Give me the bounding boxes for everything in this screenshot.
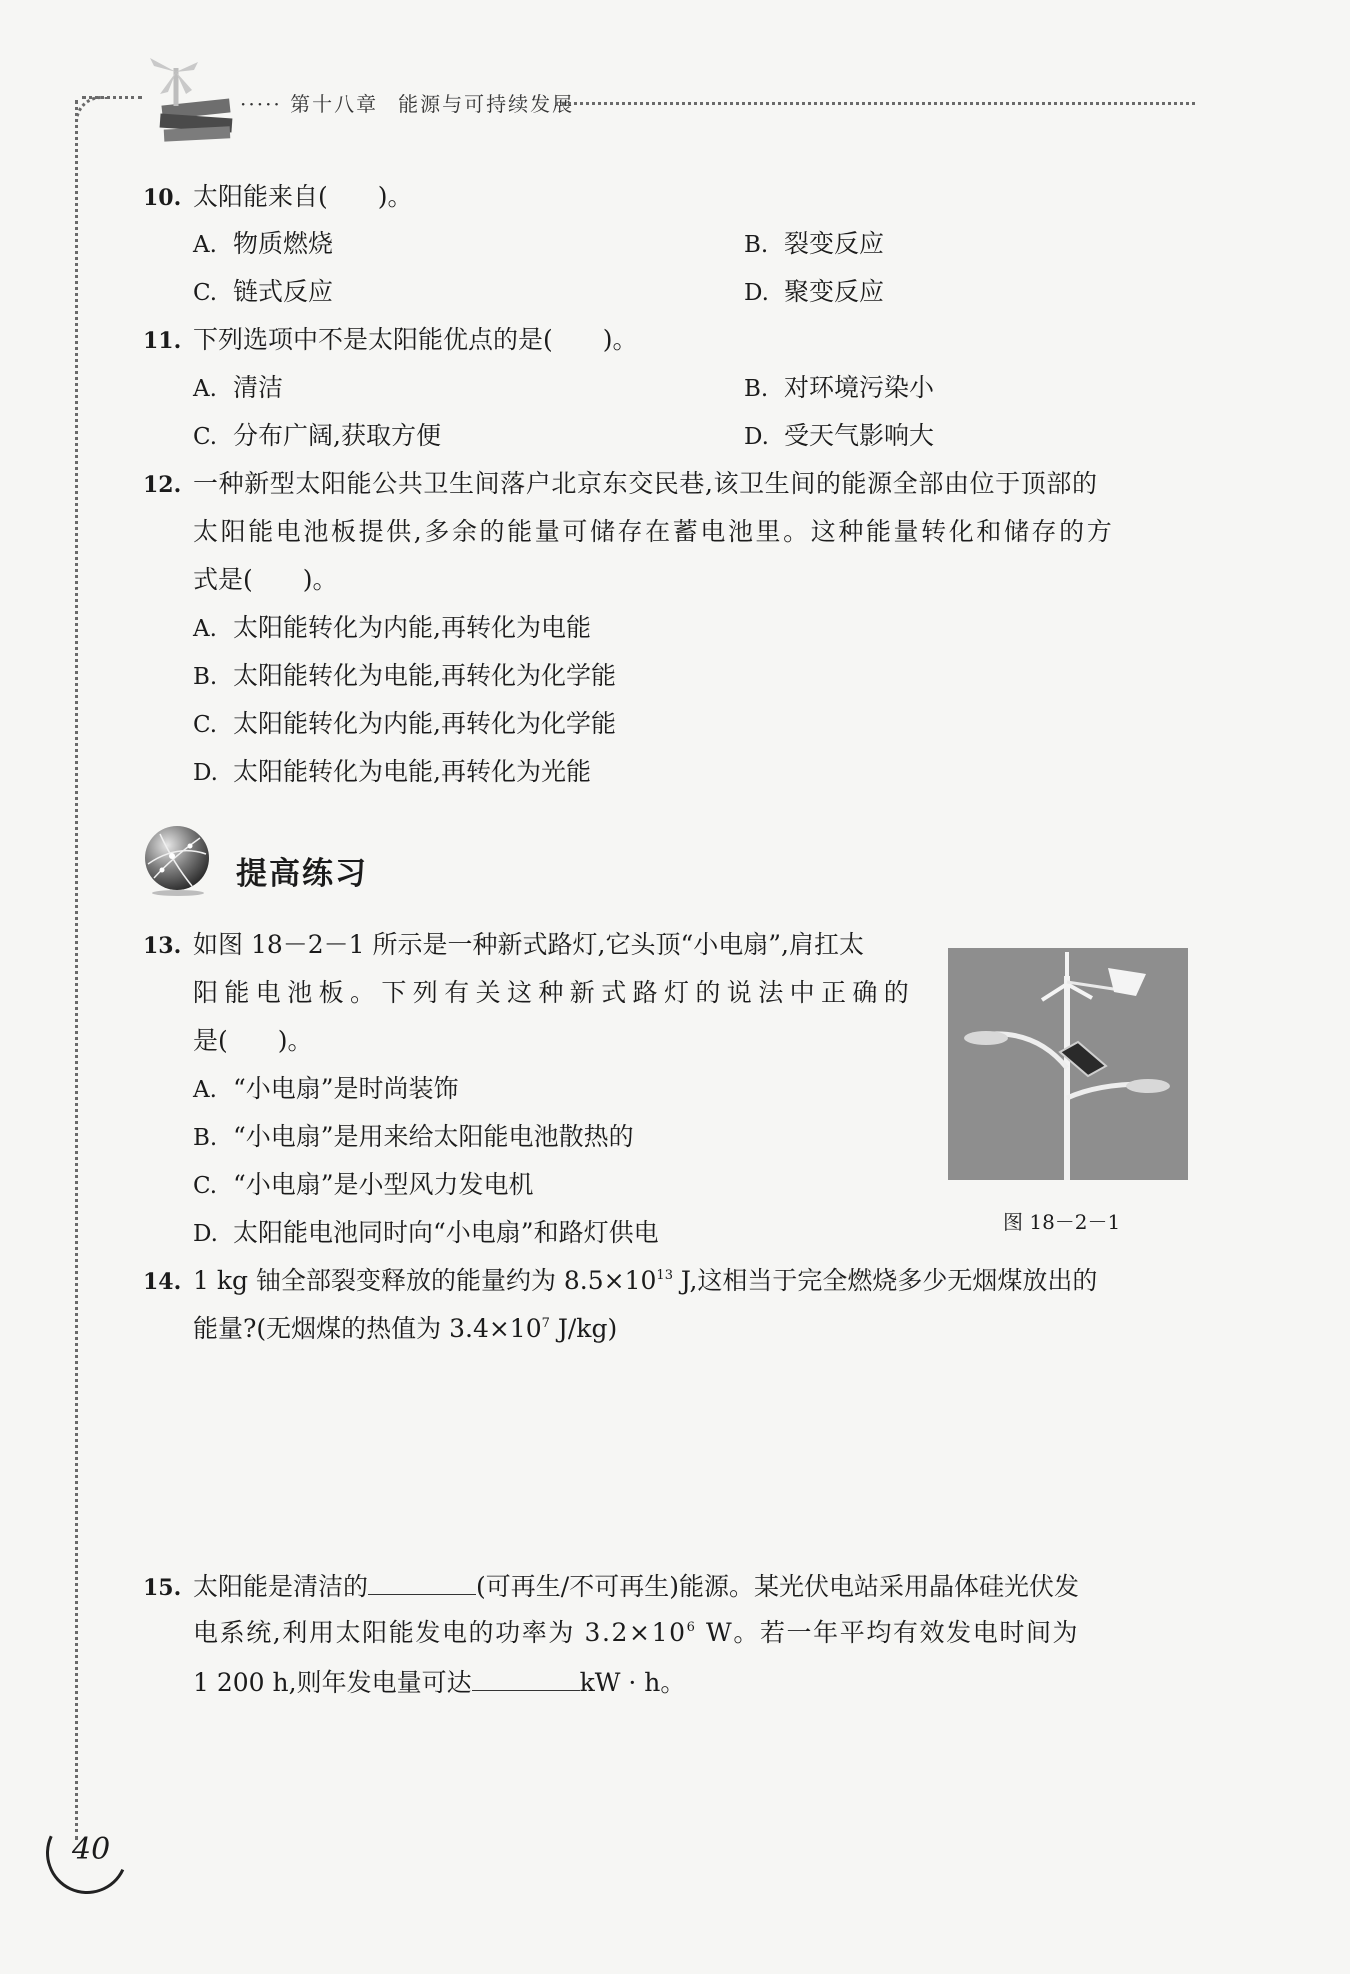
- option-text: 聚变反应: [784, 277, 885, 306]
- q14-line-2: [193, 1312, 617, 1346]
- left-dotted-border: [75, 100, 78, 1840]
- question-number: 11.: [143, 328, 182, 354]
- question-number: 14.: [143, 1269, 182, 1295]
- option-text: “小电扇”是时尚装饰: [233, 1074, 459, 1103]
- option-text: 受天气影响大: [784, 421, 935, 450]
- q10-option-d[interactable]: [744, 275, 884, 310]
- option-text: 分布广阔,获取方便: [233, 421, 441, 450]
- q15-line-3: [193, 1664, 685, 1700]
- q13-option-b[interactable]: [193, 1120, 634, 1155]
- q11-option-c[interactable]: [193, 419, 441, 454]
- q15-line2-text-b: W。若一年平均有效发电时间为: [696, 1618, 1080, 1647]
- question-number: 15.: [143, 1575, 182, 1601]
- option-letter: C.: [193, 712, 218, 738]
- q13-option-a[interactable]: [193, 1072, 459, 1107]
- header-border-curve: [75, 96, 108, 129]
- option-text: 太阳能转化为内能,再转化为电能: [233, 613, 591, 642]
- option-letter: A.: [193, 616, 217, 642]
- option-text: 太阳能转化为电能,再转化为光能: [233, 757, 591, 786]
- option-letter: B.: [744, 232, 769, 258]
- q10-option-b[interactable]: [744, 227, 884, 262]
- q10-option-c[interactable]: [193, 275, 333, 310]
- question-stem: 下列选项中不是太阳能优点的是( )。: [193, 325, 638, 354]
- option-text: 清洁: [233, 373, 284, 402]
- option-text: 太阳能电池同时向“小电扇”和路灯供电: [233, 1218, 659, 1247]
- option-letter: C.: [193, 280, 218, 306]
- option-text: 裂变反应: [784, 229, 885, 258]
- option-text: 链式反应: [233, 277, 334, 306]
- fill-in-blank-1[interactable]: [368, 1568, 476, 1595]
- option-text: 物质燃烧: [233, 229, 334, 258]
- header-dotted-line-left: [82, 96, 142, 99]
- q12-option-a[interactable]: [193, 611, 591, 646]
- option-letter: C.: [193, 1173, 218, 1199]
- option-letter: D.: [744, 280, 769, 306]
- question-15: [143, 1568, 1079, 1605]
- question-line-3: 是( )。: [193, 1026, 313, 1055]
- question-line-3: 式是( )。: [193, 565, 338, 594]
- option-text: 太阳能转化为电能,再转化为化学能: [233, 661, 616, 690]
- q15-text-b: (可再生/不可再生)能源。某光伏电站采用晶体硅光伏发: [476, 1572, 1079, 1601]
- q13-option-d[interactable]: [193, 1216, 659, 1251]
- q15-line3-text-b: kW · h。: [579, 1668, 686, 1697]
- q12-option-d[interactable]: [193, 755, 591, 790]
- option-text: 太阳能转化为内能,再转化为化学能: [233, 709, 616, 738]
- q14-text-a: 1 kg 铀全部裂变释放的能量约为 8.5×10: [193, 1266, 657, 1295]
- option-letter: C.: [193, 424, 218, 450]
- q15-line-2: [193, 1616, 1079, 1650]
- question-number: 12.: [143, 472, 182, 498]
- option-text: 对环境污染小: [784, 373, 935, 402]
- question-line-2: 阳能电池板。下列有关这种新式路灯的说法中正确的: [193, 978, 916, 1007]
- question-12: [143, 467, 1098, 502]
- option-letter: A.: [193, 376, 217, 402]
- q12-option-c[interactable]: [193, 707, 616, 742]
- option-letter: B.: [193, 1125, 218, 1151]
- q12-option-b[interactable]: [193, 659, 616, 694]
- question-13: [143, 928, 864, 963]
- option-letter: B.: [193, 664, 218, 690]
- q14-exponent-1: 13: [656, 1268, 673, 1283]
- q11-option-b[interactable]: [744, 371, 934, 406]
- question-number: 13.: [143, 933, 182, 959]
- q14-exponent-2: 7: [541, 1316, 550, 1331]
- option-text: “小电扇”是小型风力发电机: [233, 1170, 534, 1199]
- option-letter: A.: [193, 1077, 217, 1103]
- chapter-label: 第十八章: [290, 92, 379, 116]
- q15-text-a: 太阳能是清洁的: [193, 1572, 369, 1601]
- option-letter: A.: [193, 232, 217, 258]
- option-letter: D.: [193, 760, 218, 786]
- question-11: [143, 323, 638, 358]
- option-letter: D.: [193, 1221, 218, 1247]
- q11-option-a[interactable]: [193, 371, 283, 406]
- question-line-2: 太阳能电池板提供,多余的能量可储存在蓄电池里。这种能量转化和储存的方: [193, 517, 1115, 546]
- q15-line3-text-a: 1 200 h,则年发电量可达: [193, 1668, 472, 1697]
- q14-text-b: J,这相当于完全燃烧多少无烟煤放出的: [672, 1266, 1098, 1295]
- q14-line2-text-a: 能量?(无烟煤的热值为 3.4×10: [193, 1314, 542, 1343]
- question-10: [143, 180, 413, 215]
- question-number: 10.: [143, 185, 182, 211]
- street-lamp-with-turbine-image: [948, 948, 1188, 1180]
- q15-exponent: 6: [686, 1620, 697, 1635]
- q13-option-c[interactable]: [193, 1168, 534, 1203]
- running-header: ····· 第十八章 能源与可持续发展: [240, 92, 575, 116]
- q11-option-d[interactable]: [744, 419, 934, 454]
- q14-line2-text-b: J/kg): [549, 1314, 618, 1343]
- fill-in-blank-2[interactable]: [472, 1664, 580, 1691]
- chapter-title: 能源与可持续发展: [398, 92, 575, 116]
- option-letter: B.: [744, 376, 769, 402]
- figure-caption: 图 18－2－1: [1003, 1210, 1121, 1234]
- section-title: 提高练习: [236, 856, 368, 892]
- question-14: [143, 1264, 1097, 1299]
- q10-option-a[interactable]: [193, 227, 333, 262]
- option-text: “小电扇”是用来给太阳能电池散热的: [233, 1122, 634, 1151]
- question-line-1: 如图 18－2－1 所示是一种新式路灯,它头顶“小电扇”,肩扛太: [193, 930, 864, 959]
- q15-line2-text-a: 电系统,利用太阳能发电的功率为 3.2×10: [193, 1618, 687, 1647]
- page-number: 40: [72, 1832, 111, 1867]
- streetlight-photo: [948, 948, 1188, 1180]
- question-stem: 太阳能来自( )。: [193, 182, 413, 211]
- globe-section-icon: [142, 824, 212, 896]
- question-line-1: 一种新型太阳能公共卫生间落户北京东交民巷,该卫生间的能源全部由位于顶部的: [193, 469, 1098, 498]
- header-dotted-line-right: [555, 102, 1195, 105]
- option-letter: D.: [744, 424, 769, 450]
- books-windmill-logo-icon: [140, 58, 240, 144]
